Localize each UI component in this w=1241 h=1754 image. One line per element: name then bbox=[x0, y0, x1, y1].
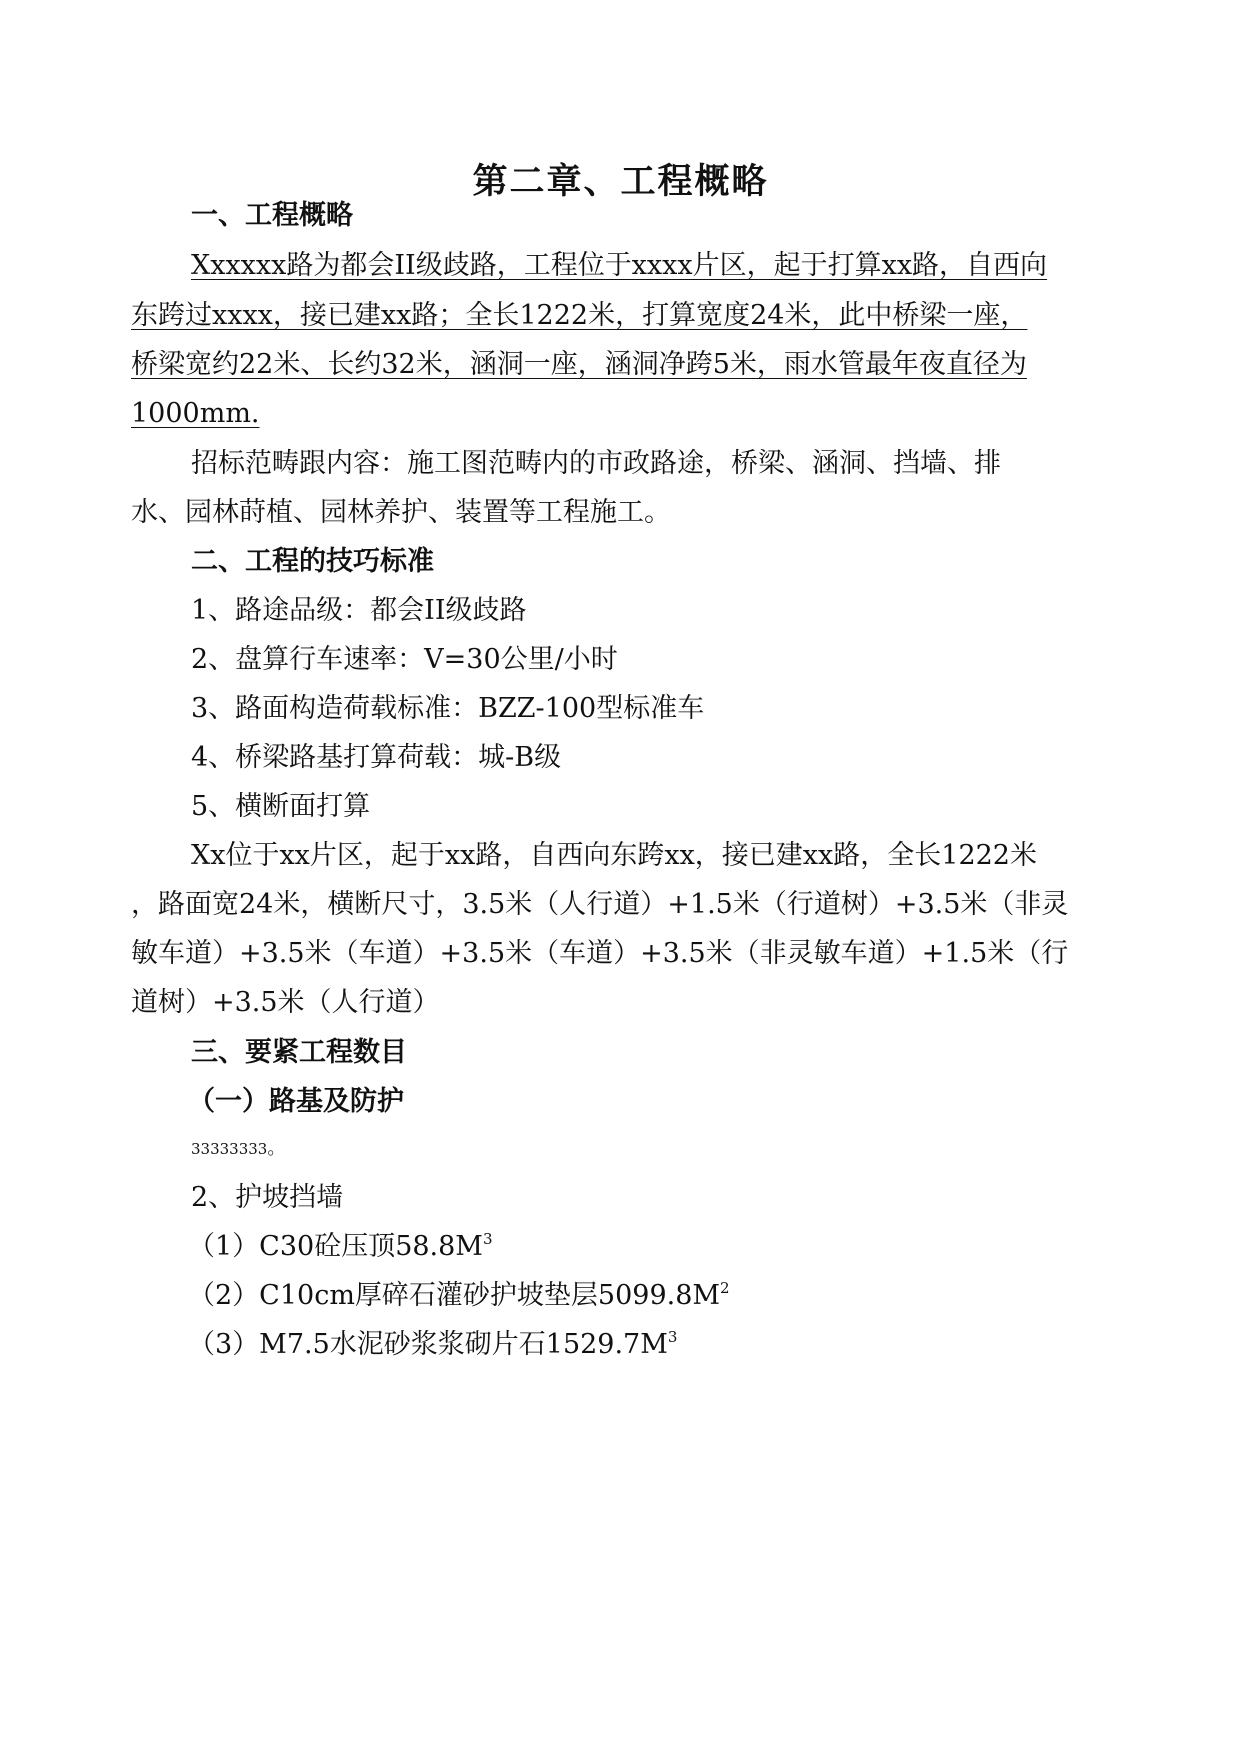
cross-section-para-line: 敏车道）+3.5米（车道）+3.5米（车道）+3.5米（非灵敏车道）+1.5米（行 bbox=[131, 938, 1069, 969]
scope-para-line: 水、园林莳植、园林养护、装置等工程施工。 bbox=[131, 497, 671, 528]
standard-item: 1、路途品级：都会II级歧路 bbox=[191, 595, 527, 626]
unit-superscript: 3 bbox=[667, 1328, 678, 1346]
subsection-heading-roadbed: （一）路基及防护 bbox=[188, 1086, 404, 1117]
chapter-title: 第二章、工程概略 bbox=[472, 161, 769, 202]
cross-section-para-line: 道树）+3.5米（人行道） bbox=[131, 987, 440, 1018]
standard-item: 2、盘算行车速率：V=30公里/小时 bbox=[191, 644, 618, 675]
scope-para-line: 招标范畴跟内容：施工图范畴内的市政路途，桥梁、涵洞、挡墙、排 bbox=[191, 448, 1001, 479]
section-heading-overview: 一、工程概略 bbox=[191, 200, 353, 231]
quantity-subitem bbox=[188, 1229, 493, 1265]
quantity-item: 2、护坡挡墙 bbox=[191, 1182, 344, 1213]
quantity-subitem-text: （2）C10cm厚碎石灌砂护坡垫层5099.8M bbox=[188, 1280, 721, 1311]
small-text: 33333333 bbox=[191, 1140, 268, 1158]
unit-superscript: 2 bbox=[720, 1279, 730, 1297]
overview-para-line: 1000mm. bbox=[131, 398, 260, 429]
quantity-subitem bbox=[188, 1278, 730, 1314]
overview-para-line: Xxxxxx路为都会II级歧路，工程位于xxxx片区，起于打算xx路，自西向 bbox=[191, 250, 1048, 281]
quantity-subitem-text: （3）M7.5水泥砂浆浆砌片石1529.7M bbox=[188, 1329, 668, 1360]
section-heading-quantities: 三、要紧工程数目 bbox=[191, 1037, 407, 1068]
standard-item: 3、路面构造荷载标准：BZZ-100型标准车 bbox=[191, 693, 705, 724]
overview-para-line: 桥梁宽约22米、长约32米，涵洞一座，涵洞净跨5米，雨水管最年夜直径为 bbox=[131, 349, 1027, 380]
small-text-line bbox=[191, 1128, 285, 1164]
cross-section-para-line: ，路面宽24米，横断尺寸，3.5米（人行道）+1.5米（行道树）+3.5米（非灵 bbox=[131, 889, 1069, 920]
unit-superscript: 3 bbox=[482, 1230, 493, 1248]
small-text-period: 。 bbox=[267, 1138, 286, 1159]
standard-item: 5、横断面打算 bbox=[191, 791, 371, 822]
overview-para-line: 东跨过xxxx，接已建xx路；全长1222米，打算宽度24米，此中桥梁一座， bbox=[131, 300, 1028, 331]
standard-item: 4、桥梁路基打算荷载：城-B级 bbox=[191, 742, 562, 773]
cross-section-para-line: Xx位于xx片区，起于xx路，自西向东跨xx，接已建xx路，全长1222米 bbox=[191, 840, 1037, 871]
section-heading-standards: 二、工程的技巧标准 bbox=[191, 546, 434, 577]
quantity-subitem-text: （1）C30砼压顶58.8M bbox=[188, 1231, 483, 1262]
quantity-subitem bbox=[188, 1327, 677, 1363]
